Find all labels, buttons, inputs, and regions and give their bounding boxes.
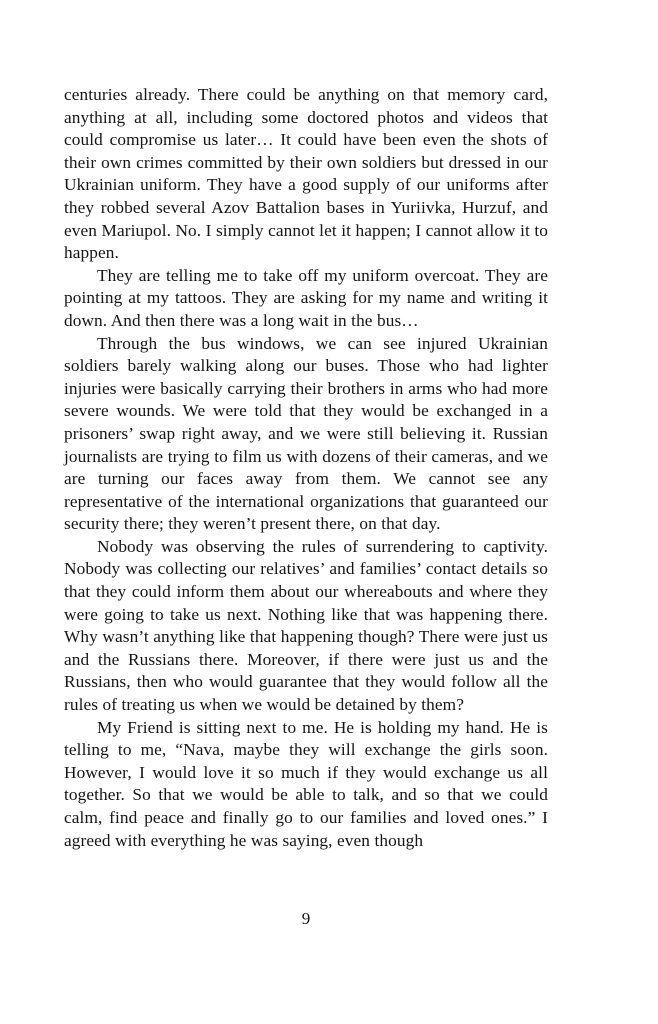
page-number: 9 — [301, 909, 311, 928]
paragraph: Nobody was observing the rules of surrendering to captivity. Nobody was collecting our relatives’ and families’ contact details so that they could inform them about our whereabouts and where they were going to take us next. Nothing like that was happening there. Why wasn’t anything like that happening though? There were just us and the Russians there. Moreover, if there were just us and the Russians, then who would guarantee that they would follow all the rules of treating us when we would be detained by them? — [64, 536, 548, 715]
paragraph: Through the bus windows, we can see injured Ukrainian soldiers barely walking along our buses. Those who had lighter injuries were basically carrying their brothers in arms who had more severe wounds. We were told that they would be exchanged in a prisoners’ swap right away, and we were still believing it. Russian journalists are trying to film us with dozens of their cameras, and we are turning our faces away from them. We cannot see any representative of the international organizations that guaranteed our security there; they weren’t present there, on that day. — [64, 333, 548, 534]
paragraph: My Friend is sitting next to me. He is holding my hand. He is telling to me, “Nava, maybe they will exchange the girls soon. However, I would love it so much if they would exchange us all together. So that we would be able to talk, and so that we could calm, find peace and finally go to our families and loved ones.” I agreed with everything he was saying, even though — [64, 717, 548, 850]
paragraph: They are telling me to take off my uniform overcoat. They are pointing at my tattoos. They are asking for my name and writing it down. And then there was a long wait in the bus… — [64, 265, 548, 330]
paragraph-continuation: centuries already. There could be anything on that memory card, anything at all, including some doctored photos and videos that could compromise us later… It could have been even the shots of their own crimes committed by their own soldiers but dressed in our Ukrainian uniform. They have a good supply of our uniforms after they robbed several Azov Battalion bases in Yuriivka, Hurzuf, and even Mariupol. No. I simply cannot let it happen; I cannot allow it to happen. — [64, 85, 548, 263]
page-text-block — [64, 84, 548, 852]
